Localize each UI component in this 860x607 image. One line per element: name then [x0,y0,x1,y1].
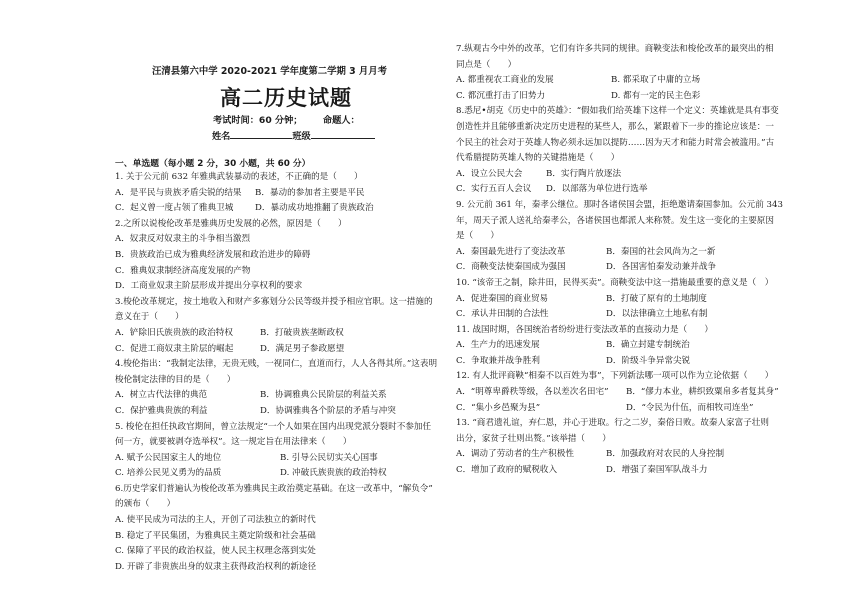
option-text: D．暴动成功地推翻了贵族政治 [255,203,374,214]
option-text: C．争取兼并战争胜利 [456,355,540,366]
option-text: C．保护雅典贵族的利益 [115,405,208,416]
option-row [456,73,801,89]
option-row [456,463,801,479]
option-text: D．增强了秦国军队战斗力 [606,465,708,476]
question-text-line: 创造性并且能够重新决定历史进程的某些人，那么，紧跟着下一步的推论应该是：一 [456,121,774,132]
option-text: D．“令民为什伍，而相牧司连坐” [626,402,754,413]
option-row [456,447,801,463]
option-text: B．实行陶片放逐法 [546,168,622,179]
exam-info-line [213,112,360,126]
question-text-line: 1. 关于公元前 632 年雅典武装暴动的表述，不正确的是（ ） [115,172,363,182]
option-row [115,201,443,217]
option-row [456,338,801,354]
question-text-line: 10. “该帝王之制，除井田，民得买卖”。商鞅变法中这一措施最重要的意义是（ ） [456,277,774,288]
question-text-line: 2.之所以说梭伦改革是雅典历史发展的必然，原因是（ ） [115,218,347,229]
question-text-line: B．贵族政治已成为雅典经济发展和政治进步的障碍 [115,249,311,260]
question-text-line: A. 使平民成为司法的主人，开创了司法独立的新时代 [115,515,316,526]
option-text: C．起义曾一度占领了雅典卫城 [115,203,234,214]
question-text-line: C．雅典奴隶制经济高度发展的产物 [115,265,251,276]
option-text: B．暴动的参加者主要是平民 [255,187,365,198]
question-text-line: C. 保障了平民的政治权益，使人民主权理念落到实处 [115,546,316,557]
question-text-line: 3.梭伦改革规定，按土地收入和财产多寡划分公民等级并授予相应官职。这一措施的 [115,296,433,307]
question-text-line: 12. 有人批评商鞅“相秦不以百姓为事”，下列新法哪一项可以作为立论依据（ ） [456,371,774,382]
option-text: A．树立古代法律的典范 [115,390,208,401]
option-text: D．以法律确立土地私有制 [606,309,708,320]
option-text: D．协调雅典各个阶层的矛盾与冲突 [260,405,396,416]
option-row [456,167,801,183]
option-row [456,245,801,261]
question-text-line: 意义在于（ ） [115,312,184,323]
question-text-line: 是（ ） [456,231,499,242]
right-question-column [456,42,801,479]
option-row [115,466,443,482]
option-text: A. 赋予公民国家主人的地位 [115,452,222,463]
option-text: A．设立公民大会 [456,168,523,179]
left-question-column [115,170,443,575]
question-text-line: 的颁布（ ） [115,499,176,510]
student-class-blank [311,129,375,139]
option-text: C．促进工商奴隶主阶层的崛起 [115,343,234,354]
option-text: A．生产力的迅速发展 [456,340,540,351]
option-row [456,89,801,105]
question-text-line: B. 稳定了平民集团，为雅典民主奠定阶级和社会基础 [115,530,316,541]
option-text: C. 培养公民见义勇为的品质 [115,468,222,479]
option-text: B．打破贵族垄断政权 [260,327,344,338]
option-row [456,307,801,323]
option-row [115,326,443,342]
option-text: B. 引导公民切实关心国事 [280,452,378,463]
option-text: A．铲除旧氏族贵族的政治特权 [115,327,233,338]
option-row [115,342,443,358]
question-text-line: 同点是（ ） [456,59,517,70]
option-row [456,354,801,370]
question-text-line: A．奴隶反对奴隶主的斗争相当激烈 [115,234,251,245]
question-text-line: 何一方，就要被剥夺选举权”。这一规定旨在用法律来（ ） [115,437,352,448]
exam-time-label: 考试时间：60 分钟； [213,115,303,126]
option-row [456,385,801,401]
main-title-text: 高二历史试题 [220,86,352,110]
option-row [115,451,443,467]
question-text-line: 8.悉尼•胡克《历史中的英雄》：“假如我们给英雄下这样一个定义：英雄就是具有事变 [456,106,779,117]
question-text-line: 9. 公元前 361 年，秦孝公继位。那时各诸侯国会盟，拒绝邀请秦国参加。公元前 343 [456,199,783,210]
option-text: D．阶级斗争异常尖锐 [606,355,691,366]
question-text-line: D．工商业奴隶主阶层形成并提出分享权利的要求 [115,281,303,292]
option-row [456,260,801,276]
option-text: D. 都有一定的民主色彩 [611,90,701,101]
question-text-line: 11. 战国时期，各国统治者纷纷进行变法改革的直接动力是（ ） [456,324,714,335]
student-info-line [212,128,375,142]
option-text: A. 都重视农工商业的发展 [456,75,554,86]
option-text: A．秦国最先进行了变法改革 [456,246,566,257]
student-class-label: 班级 [292,131,311,142]
option-text: D．以部落为单位进行选举 [546,184,648,195]
option-text: B．打破了原有的土地制度 [606,293,707,304]
exam-author-label: 命题人： [322,115,360,126]
student-name-label: 姓名 [212,131,231,142]
option-text: A．是平民与贵族矛盾尖锐的结果 [115,187,242,198]
option-text: C．“集小乡邑聚为县” [456,402,541,413]
question-text-line: 梭伦制定法律的目的是（ ） [115,374,236,385]
option-text: C．商鞅变法使秦国成为强国 [456,262,566,273]
option-row [456,182,801,198]
option-text: B．秦国的社会风尚为之一新 [606,246,716,257]
question-text-line: 13. “商君遗礼谊，弃仁恩，并心于进取。行之二岁，秦俗日败。故秦人家富子壮则 [456,418,769,429]
page-title [0,82,441,112]
question-text-line: D. 开辟了非贵族出身的奴隶主获得政治权利的新途径 [115,561,317,572]
option-row [115,388,443,404]
question-text-line: 年，周天子派人送礼给秦孝公，各诸侯国也都派人来称赞。发生这一变化的主要原因 [456,215,774,226]
question-text-line: 6.历史学家们普遍认为梭伦改革为雅典民主政治奠定基础。在这一改革中，“解负令” [115,483,433,494]
option-text: A．“明尊卑爵秩等级，各以差次名田宅” [456,387,609,398]
option-text: A．促进秦国的商业贸易 [456,293,549,304]
option-text: B. 都采取了中庸的立场 [611,75,701,86]
question-text-line: 5. 梭伦在担任执政官期间，曾立法规定“一个人如果在国内出现党派分裂时不参加任 [115,421,432,432]
section-heading: 一、单选题（每小题 2 分，30 小题，共 60 分） [115,159,311,169]
option-row [115,186,443,202]
student-name-blank [230,129,292,139]
option-text: D．各国害怕秦发动兼并战争 [606,262,717,273]
option-text: D．满足男子参政愿望 [260,343,345,354]
option-text: B．“僇力本业，耕织致粟帛多者复其身” [626,387,779,398]
question-text-line: 4.梭伦指出：“我制定法律，无贵无贱，一视同仁，直道而行，人人各得其所。”这表明 [115,359,438,370]
option-text: B．确立封建专制统治 [606,340,690,351]
option-text: C．实行五百人会议 [456,184,532,195]
option-row [456,401,801,417]
question-text-line: 出分，家贫子壮则出赘。”该举措（ ） [456,433,611,444]
option-text: B．加强政府对农民的人身控制 [606,449,725,460]
option-text: C．承认井田制的合法性 [456,309,549,320]
option-text: D. 冲破氏族贵族的政治特权 [280,468,387,479]
question-text-line: 个民主的社会对于英雄人物必须永远加以提防……因为天才和能力时常会被滥用。”古 [456,137,775,148]
option-row [456,292,801,308]
question-text-line: 7.纵观古今中外的改革，它们有许多共同的规律。商鞅变法和梭伦改革的最突出的相 [456,44,774,54]
option-text: B．协调雅典公民阶层的利益关系 [260,390,387,401]
option-text: A．调动了劳动者的生产积极性 [456,449,574,460]
exam-title: 汪清县第六中学 2020-2021 学年度第二学期 3 月月考 [152,66,388,77]
option-row [115,404,443,420]
option-text: C. 都沉重打击了旧势力 [456,90,546,101]
question-text-line: 代希腊提防英雄人物的关键措施是（ ） [456,153,620,164]
option-text: C．增加了政府的赋税收入 [456,465,558,476]
